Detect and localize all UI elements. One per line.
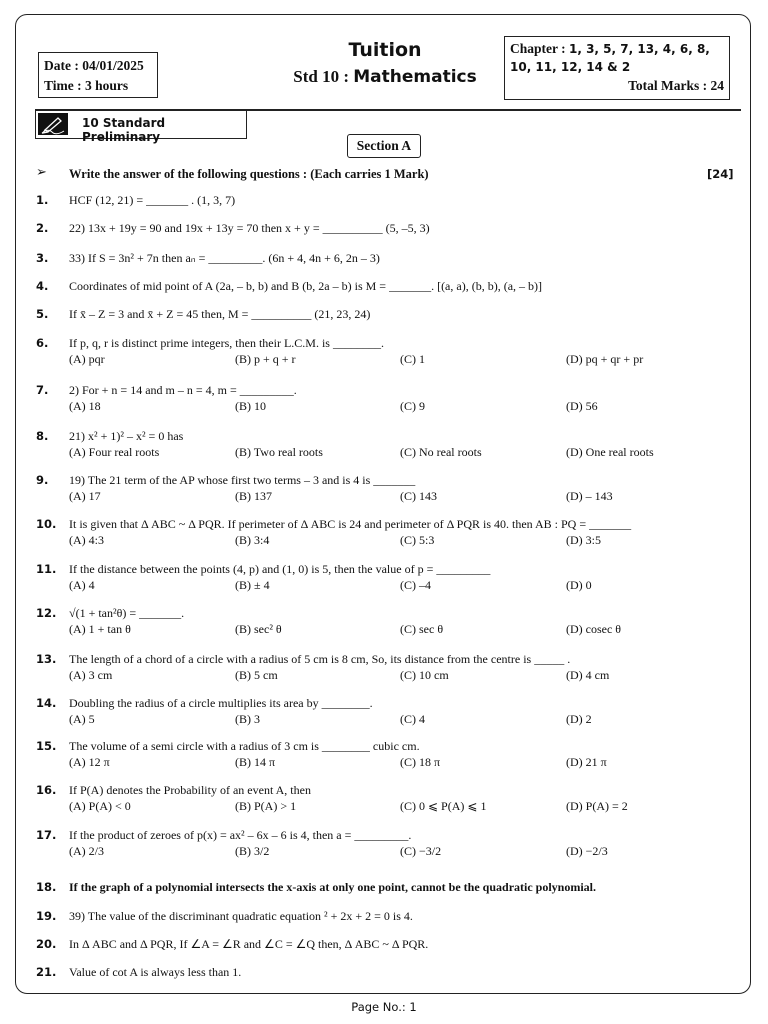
option-b: (B) 3 [235, 712, 260, 726]
option-a: (A) P(A) < 0 [69, 799, 131, 813]
option-c: (C) 4 [400, 712, 425, 726]
option-b: (B) 137 [235, 489, 272, 503]
option-c: (C) sec θ [400, 622, 444, 636]
option-a: (A) pqr [69, 352, 105, 366]
option-d: (D) 0 [566, 578, 592, 592]
question-number: 15. [36, 739, 57, 753]
question-text: If the graph of a polynomial intersects the x-axis at only one point, cannot be the quadratic polynomial. [69, 880, 597, 894]
option-a: (A) 4 [69, 578, 95, 592]
question-text: HCF (12, 21) = _______ . (1, 3, 7) [69, 193, 236, 207]
question-text: It is given that Δ ABC ~ Δ PQR. If perimeter of Δ ABC is 24 and perimeter of Δ PQR is 40. then AB : PQ = _______ [69, 517, 632, 531]
pen-writing-icon [38, 113, 68, 135]
question-number: 19. [36, 909, 57, 923]
question-text: If p, q, r is distinct prime integers, then their L.C.M. is ________. [69, 336, 384, 350]
option-b: (B) Two real roots [235, 445, 323, 459]
question-number: 7. [36, 383, 49, 397]
option-b: (B) P(A) > 1 [235, 799, 297, 813]
option-a: (A) Four real roots [69, 445, 160, 459]
exam-date: Date : 04/01/2025 [44, 58, 144, 73]
option-b: (B) 10 [235, 399, 266, 413]
option-a: (A) 2/3 [69, 844, 104, 858]
option-a: (A) 4:3 [69, 533, 104, 547]
exam-title: Tuition [348, 39, 422, 61]
option-b: (B) 3:4 [235, 533, 270, 547]
question-text: 33) If S = 3n² + 7n then aₙ = _________. (6n + 4, 4n + 6, 2n – 3) [69, 251, 380, 265]
option-d: (D) −2/3 [566, 844, 608, 858]
option-c: (C) 18 π [400, 755, 441, 769]
question-text: The volume of a semi circle with a radius of 3 cm is ________ cubic cm. [69, 739, 420, 753]
option-d: (D) 4 cm [566, 668, 610, 682]
question-number: 14. [36, 696, 57, 710]
question-number: 3. [36, 251, 49, 265]
option-d: (D) 3:5 [566, 533, 601, 547]
chapter-box [504, 36, 730, 100]
question-number: 12. [36, 606, 57, 620]
option-b: (B) 14 π [235, 755, 276, 769]
question-text: 2) For + n = 14 and m – n = 4, m = _________. [69, 383, 297, 397]
question-number: 5. [36, 307, 49, 321]
section-heading: Section A [347, 134, 421, 158]
chapter-label: Chapter : [510, 41, 569, 56]
option-b: (B) ± 4 [235, 578, 270, 592]
option-c: (C) 9 [400, 399, 425, 413]
page-number: Page No.: 1 [351, 1000, 417, 1014]
question-number: 6. [36, 336, 49, 350]
option-a: (A) 18 [69, 399, 101, 413]
question-number: 20. [36, 937, 57, 951]
std-label: Std 10 : [293, 67, 354, 86]
question-number: 21. [36, 965, 57, 979]
option-c: (C) No real roots [400, 445, 482, 459]
option-d: (D) 21 π [566, 755, 607, 769]
question-number: 1. [36, 193, 49, 207]
option-d: (D) cosec θ [566, 622, 622, 636]
instruction-text: Write the answer of the following questions : (Each carries 1 Mark) [69, 167, 429, 181]
prelim-tab [35, 111, 247, 144]
question-text: Coordinates of mid point of A (2a, – b, b) and B (b, 2a – b) is M = _______. [(a, a), (b, b), (a, – b)] [69, 279, 543, 293]
question-text: If the distance between the points (4, p) and (1, 0) is 5, then the value of p = _________ [69, 562, 491, 576]
option-c: (C) 143 [400, 489, 437, 503]
instruction-marks: [24] [707, 167, 734, 181]
option-a: (A) 5 [69, 712, 95, 726]
question-text: 22) 13x + 19y = 90 and 19x + 13y = 70 then x + y = __________ (5, –5, 3) [69, 221, 430, 235]
total-marks: Total Marks : 24 [628, 78, 724, 93]
exam-subtitle [240, 62, 530, 92]
question-text: If x̄ – Z = 3 and x̄ + Z = 45 then, M = __________ (21, 23, 24) [69, 307, 371, 321]
option-d: (D) – 143 [566, 489, 613, 503]
option-c: (C) 0 ⩽ P(A) ⩽ 1 [400, 799, 487, 813]
question-text: 39) The value of the discriminant quadratic equation ² + 2x + 2 = 0 is 4. [69, 909, 413, 923]
question-text: In Δ ABC and Δ PQR, If ∠A = ∠R and ∠C = ∠Q then, Δ ABC ~ Δ PQR. [69, 937, 429, 951]
question-text: √(1 + tan²θ) = _______. [69, 606, 185, 620]
question-number: 13. [36, 652, 57, 666]
question-number: 8. [36, 429, 49, 443]
question-text: 19) The 21 term of the AP whose first two terms – 3 and is 4 is _______ [69, 473, 416, 487]
option-d: (D) One real roots [566, 445, 654, 459]
page-frame [15, 14, 751, 994]
option-a: (A) 17 [69, 489, 101, 503]
title-block [240, 38, 530, 92]
question-text: Value of cot A is always less than 1. [69, 965, 242, 979]
option-d: (D) 2 [566, 712, 592, 726]
question-number: 16. [36, 783, 57, 797]
prelim-label: 10 Standard Preliminary [82, 116, 166, 144]
subject-name: Mathematics [353, 67, 477, 87]
date-time-box [38, 52, 158, 98]
option-c: (C) –4 [400, 578, 431, 592]
option-c: (C) −3/2 [400, 844, 442, 858]
option-a: (A) 12 π [69, 755, 110, 769]
question-number: 4. [36, 279, 49, 293]
exam-time: Time : 3 hours [44, 78, 129, 93]
option-d: (D) 56 [566, 399, 598, 413]
arrow-bullet-icon: ➢ [36, 165, 47, 180]
option-d: (D) pq + qr + pr [566, 352, 644, 366]
question-text: Doubling the radius of a circle multiplies its area by ________. [69, 696, 373, 710]
question-text: If the product of zeroes of p(x) = ax² – 6x – 6 is 4, then a = _________. [69, 828, 412, 842]
question-number: 17. [36, 828, 57, 842]
option-a: (A) 1 + tan θ [69, 622, 131, 636]
option-b: (B) sec² θ [235, 622, 282, 636]
option-c: (C) 5:3 [400, 533, 435, 547]
chapter-values: 1, 3, 5, 7, 13, 4, 6, 8, 10, 11, 12, 14 & 2 [510, 42, 710, 74]
option-b: (B) p + q + r [235, 352, 296, 366]
question-text: The length of a chord of a circle with a radius of 5 cm is 8 cm, So, its distance from the centre is _____ . [69, 652, 571, 666]
question-number: 18. [36, 880, 57, 894]
question-number: 9. [36, 473, 49, 487]
option-c: (C) 1 [400, 352, 425, 366]
option-b: (B) 3/2 [235, 844, 270, 858]
question-number: 10. [36, 517, 57, 531]
option-b: (B) 5 cm [235, 668, 278, 682]
option-c: (C) 10 cm [400, 668, 449, 682]
question-text: If P(A) denotes the Probability of an event A, then [69, 783, 311, 797]
option-a: (A) 3 cm [69, 668, 113, 682]
option-d: (D) P(A) = 2 [566, 799, 628, 813]
question-number: 11. [36, 562, 57, 576]
question-number: 2. [36, 221, 49, 235]
question-text: 21) x² + 1)² – x² = 0 has [69, 429, 184, 443]
